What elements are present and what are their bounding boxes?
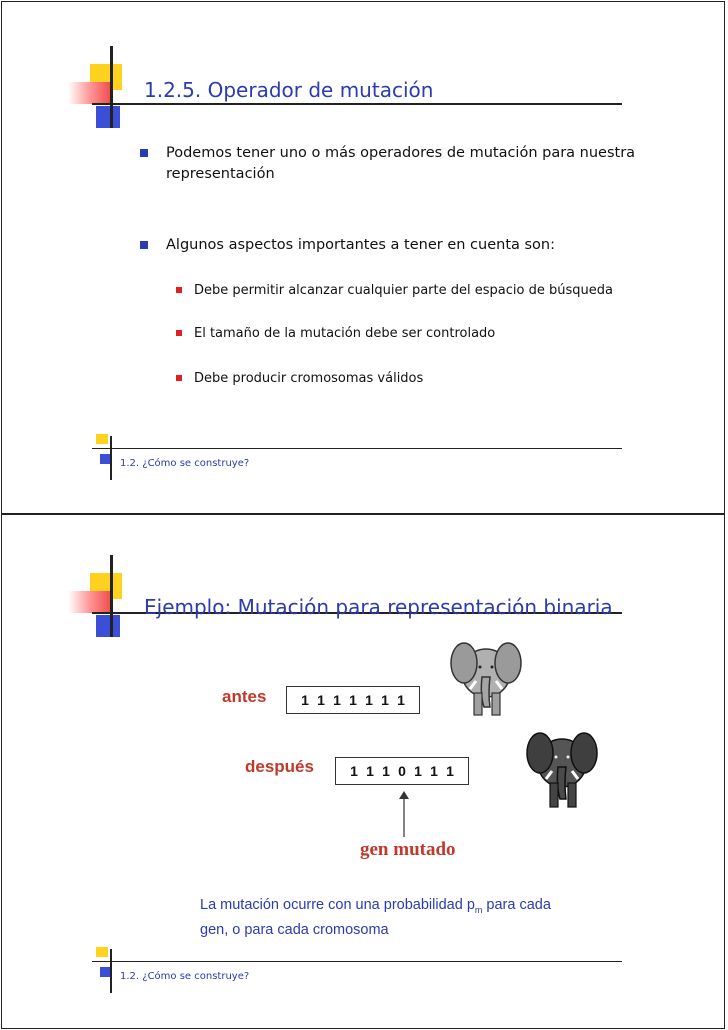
bullet-text-line: Podemos tener uno o más operadores de mutación para nuestra	[166, 145, 636, 161]
footer-deco-horizontal-line	[92, 448, 622, 449]
deco-red-square	[68, 82, 110, 104]
bit-cell: 1	[397, 692, 405, 708]
bit-cell: 1	[446, 763, 454, 779]
note-line-2: gen, o para cada cromosoma	[200, 921, 389, 938]
deco-red-square	[68, 591, 110, 613]
sub-bullet-item	[194, 283, 613, 298]
footer-deco-vertical-line	[110, 949, 112, 993]
sub-bullet-square-icon	[176, 330, 182, 336]
slide-footer: 1.2. ¿Cómo se construye?	[120, 971, 250, 982]
slide-2	[1, 514, 725, 1029]
bit-cell: 1	[350, 763, 358, 779]
bit-cell: 1	[381, 692, 389, 708]
after-label: después	[245, 757, 314, 776]
before-chromosome	[286, 686, 420, 714]
bullet-item	[166, 143, 686, 185]
sub-bullet-text: Debe producir cromosomas válidos	[194, 371, 424, 386]
bit-cell: 1	[333, 692, 341, 708]
deco-blue-square	[96, 106, 120, 128]
sub-bullet-item	[194, 326, 495, 341]
bit-cell: 1	[301, 692, 309, 708]
mutated-gene-label: gen mutado	[360, 839, 456, 860]
sub-bullet-text: Debe permitir alcanzar cualquier parte del espacio de búsqueda	[194, 283, 613, 298]
deco-vertical-line	[110, 46, 113, 128]
black-elephant-icon	[526, 723, 598, 811]
deco-blue-square	[96, 615, 120, 637]
bullet-item	[166, 235, 686, 256]
sub-bullet-square-icon	[176, 287, 182, 293]
slide-title: 1.2.5. Operador de mutación	[144, 78, 434, 102]
arrow-up-icon	[398, 791, 410, 839]
bit-cell: 1	[317, 692, 325, 708]
bit-cell: 1	[349, 692, 357, 708]
footer-deco-blue-square	[100, 454, 110, 464]
mutation-note	[200, 895, 551, 940]
footer-deco-blue-square	[100, 967, 110, 977]
footer-deco-yellow-square	[96, 434, 108, 444]
slide-1	[1, 1, 725, 514]
slide-title: Ejemplo: Mutación para representación binaria	[144, 595, 613, 619]
grey-elephant-icon	[450, 633, 522, 719]
note-line-1: La mutación ocurre con una probabilidad $p_m$ para cada	[200, 897, 551, 915]
bit-cell: 1	[382, 763, 390, 779]
after-chromosome	[335, 757, 469, 785]
bit-cell: 1	[366, 763, 374, 779]
before-label: antes	[222, 687, 267, 706]
bullet-square-icon	[140, 241, 148, 249]
bullet-text-line: representación	[166, 166, 275, 182]
footer-deco-yellow-square	[96, 947, 108, 957]
bit-cell: 1	[430, 763, 438, 779]
deco-horizontal-line	[92, 103, 622, 105]
sub-bullet-item	[194, 371, 423, 386]
footer-deco-horizontal-line	[92, 961, 622, 962]
bullet-square-icon	[140, 149, 148, 157]
deco-vertical-line	[110, 555, 113, 637]
bit-cell: 0	[398, 763, 406, 779]
bullet-text-line: Algunos aspectos importantes a tener en cuenta son:	[166, 237, 556, 253]
slide-footer: 1.2. ¿Cómo se construye?	[120, 458, 250, 469]
footer-deco-vertical-line	[110, 436, 112, 480]
sub-bullet-square-icon	[176, 375, 182, 381]
sub-bullet-text: El tamaño de la mutación debe ser controlado	[194, 326, 496, 341]
bit-cell: 1	[414, 763, 422, 779]
bit-cell: 1	[365, 692, 373, 708]
